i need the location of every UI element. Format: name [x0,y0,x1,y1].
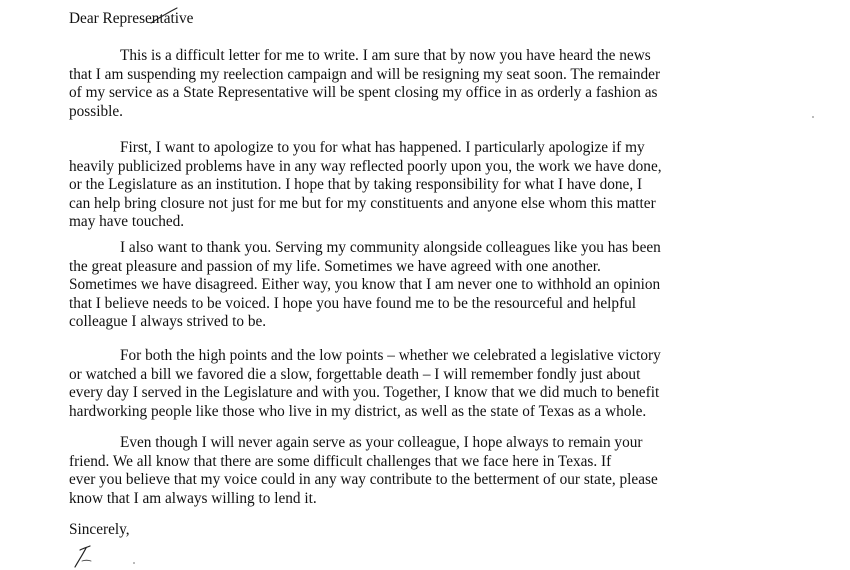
paragraph-line: I also want to thank you. Serving my community alongside colleagues like you has been [120,239,661,256]
paragraph-line: the great pleasure and passion of my life. Sometimes we have agreed with one another. [69,257,601,275]
paragraph-line: can help bring closure not just for me but for my constituents and anyone else whom this matter [69,194,656,212]
paragraph-line: or watched a bill we favored die a slow, forgettable death – I will remember fondly just about [69,365,641,383]
signature-mark [66,540,116,570]
paragraph-line: that I believe needs to be voiced. I hope you have found me to be the resourceful and helpful [69,294,637,312]
paragraph-line: of my service as a State Representative will be spent closing my office in as orderly a fashion as [69,84,658,102]
paragraph-5 [69,434,769,508]
paragraph-1 [69,47,769,121]
paragraph-line: This is a difficult letter for me to write. I am sure that by now you have heard the news [120,47,651,64]
paragraph-line: that I am suspending my reelection campaign and will be resigning my seat soon. The remainder [69,65,661,83]
paragraph-line: every day I served in the Legislature and with you. Together, I know that we did much to benefit [69,384,660,402]
paragraph-line: hardworking people like those who live in my district, as well as the state of Texas as a whole. [69,402,647,420]
paragraph-line: heavily publicized problems have in any way reflected poorly upon you, the work we have done, [69,157,662,175]
paragraph-line: colleague I always strived to be. [69,313,267,331]
paragraph-2 [69,139,769,232]
scan-speck [812,116,814,118]
paragraph-line: know that I am always willing to lend it. [69,489,317,507]
closing: Sincerely, [69,521,130,538]
scan-speck [133,562,135,564]
paragraph-line: possible. [69,102,123,120]
paragraph-line: Sometimes we have disagreed. Either way, you know that I am never one to withhold an opinion [69,276,661,294]
paragraph-line: Even though I will never again serve as your colleague, I hope always to remain your [120,434,643,451]
paragraph-line: may have touched. [69,213,185,231]
salutation: Dear Representative [69,10,194,27]
paragraph-line: ever you believe that my voice could in any way contribute to the betterment of our state, please [69,471,658,489]
handwritten-strike-mark [149,6,179,26]
paragraph-4 [69,347,769,421]
paragraph-line: First, I want to apologize to you for what has happened. I particularly apologize if my [120,139,645,156]
paragraph-line: For both the high points and the low points – whether we celebrated a legislative victory [120,347,661,364]
paragraph-line: or the Legislature as an institution. I hope that by taking responsibility for what I have done, I [69,176,643,194]
paragraph-3 [69,239,769,332]
paragraph-line: friend. We all know that there are some difficult challenges that we face here in Texas. If [69,452,612,470]
